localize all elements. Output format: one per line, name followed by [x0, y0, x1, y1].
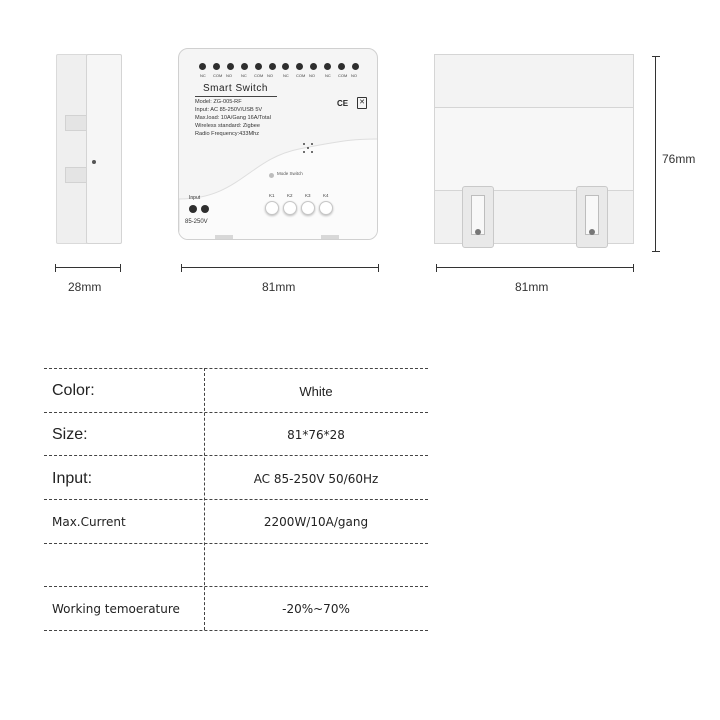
color-key: Color: — [52, 382, 95, 399]
input-spec-text: Input: AC 85-250V/USB 5V — [195, 107, 263, 113]
side-view-body — [86, 54, 122, 244]
depth-dimension-label: 28mm — [68, 280, 102, 294]
terminal-label: NO — [226, 73, 232, 78]
working-temperature-value: -20%~70% — [282, 602, 350, 616]
back-width-dimension-line — [436, 264, 634, 272]
size-key: Size: — [52, 426, 88, 443]
table-divider — [44, 630, 428, 631]
button-label: K3 — [305, 193, 311, 198]
terminal-label: NC — [325, 73, 331, 78]
table-divider — [44, 412, 428, 413]
terminal-label: NC — [283, 73, 289, 78]
max-current-key: Max.Current — [52, 515, 126, 529]
title-underline — [195, 96, 277, 97]
table-divider — [44, 543, 428, 544]
depth-dimension-line — [55, 264, 121, 272]
button-label: K4 — [323, 193, 329, 198]
model-text: Model: ZG-005-RF — [195, 99, 242, 105]
recycle-bin-icon: ✕ — [357, 97, 367, 109]
k1-button — [265, 201, 279, 215]
k2-button — [283, 201, 297, 215]
radio-text: Radio Frequency:433Mhz — [195, 131, 260, 137]
table-column-divider — [204, 368, 205, 630]
input-range-label: 85-250V — [185, 219, 208, 225]
side-view-image — [56, 54, 122, 244]
back-width-dimension-label: 81mm — [515, 280, 549, 294]
buzzer-icon — [303, 143, 315, 153]
back-view-middle — [434, 108, 634, 192]
max-load-text: Max.load: 10A/Gang 16A/Total — [195, 115, 271, 121]
table-divider — [44, 586, 428, 587]
terminal-label: NC — [200, 73, 206, 78]
table-divider — [44, 455, 428, 456]
din-rail-clip — [462, 186, 494, 248]
status-led — [269, 173, 274, 178]
mode-switch-label: Mode Switch — [277, 171, 303, 176]
table-divider — [44, 499, 428, 500]
spec-table — [44, 368, 428, 630]
spec-label-area — [191, 83, 367, 153]
front-view-image — [178, 48, 378, 240]
product-title: Smart Switch — [203, 83, 268, 94]
input-terminal-screw — [189, 205, 197, 213]
input-terminal-screw — [201, 205, 209, 213]
height-dimension-label: 76mm — [662, 152, 696, 166]
color-value: White — [299, 384, 333, 399]
terminal-label: NO — [351, 73, 357, 78]
mount-foot — [321, 235, 339, 240]
k4-button — [319, 201, 333, 215]
k3-button — [301, 201, 315, 215]
side-view-rail-part — [56, 54, 88, 244]
height-dimension-line — [652, 56, 660, 252]
wireless-text: Wireless standard: Zigbee — [195, 123, 260, 129]
terminal-label: COM — [296, 73, 306, 78]
terminal-label: NO — [267, 73, 273, 78]
side-view-indicator — [92, 160, 96, 164]
ce-mark: CE — [337, 99, 349, 108]
terminal-label: NO — [309, 73, 315, 78]
size-value: 81*76*28 — [287, 428, 345, 442]
input-key: Input: — [52, 470, 93, 487]
din-rail-clip — [576, 186, 608, 248]
mount-foot — [215, 235, 233, 240]
back-view-image — [434, 54, 634, 244]
terminal-label: NC — [241, 73, 247, 78]
button-labels — [265, 193, 337, 200]
terminal-label: COM — [338, 73, 348, 78]
input-value: AC 85-250V 50/60Hz — [253, 472, 379, 486]
back-view-top — [434, 54, 634, 108]
button-label: K1 — [269, 193, 275, 198]
working-temperature-key: Working temoerature — [52, 602, 180, 616]
terminal-label: COM — [254, 73, 264, 78]
max-current-value: 2200W/10A/gang — [263, 515, 369, 529]
button-label: K2 — [287, 193, 293, 198]
terminal-label: COM — [213, 73, 223, 78]
input-terminal-label: Input — [189, 195, 201, 201]
front-width-dimension-line — [181, 264, 379, 272]
table-divider — [44, 368, 428, 369]
front-width-dimension-label: 81mm — [262, 280, 296, 294]
